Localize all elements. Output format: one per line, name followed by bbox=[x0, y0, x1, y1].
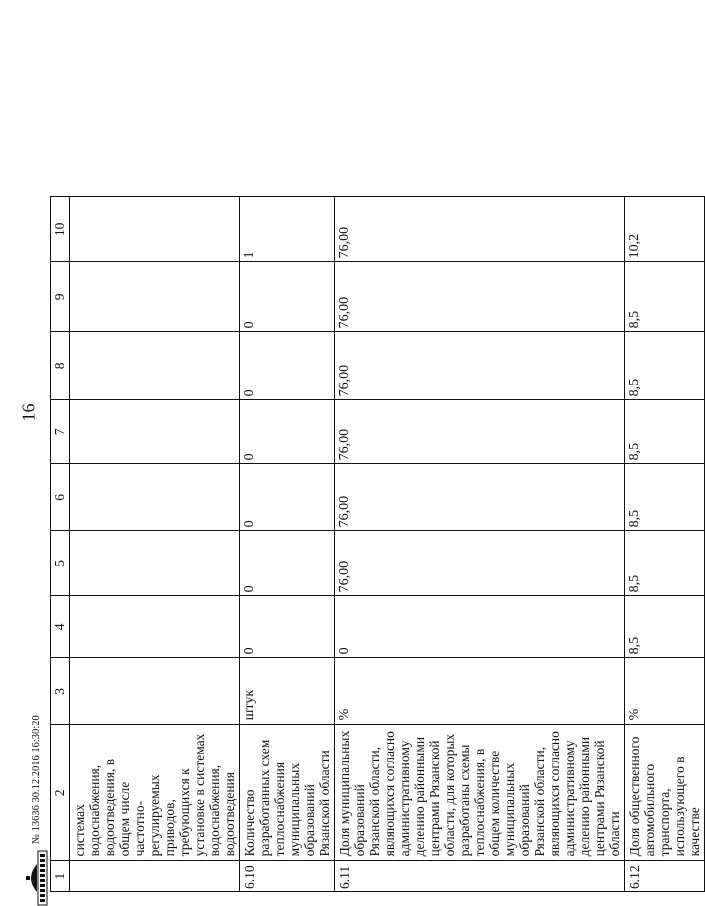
row-value: 76,00 bbox=[335, 531, 625, 596]
header-cell: 10 bbox=[51, 197, 70, 262]
row-value: 8,5 bbox=[625, 531, 705, 596]
header-cell: 6 bbox=[51, 464, 70, 531]
row-value: 76,00 bbox=[335, 464, 625, 531]
header-cell: 2 bbox=[51, 725, 70, 861]
row-value: 0 bbox=[240, 531, 335, 596]
row-value: 8,5 bbox=[625, 332, 705, 400]
row-value bbox=[70, 400, 240, 464]
header-cell: 3 bbox=[51, 658, 70, 725]
row-value: 8,5 bbox=[625, 596, 705, 658]
row-value: 10,2 bbox=[625, 197, 705, 262]
header-row bbox=[51, 197, 70, 892]
row-value: 76,00 bbox=[335, 262, 625, 332]
row-value: 0 bbox=[240, 464, 335, 531]
row-unit: штук bbox=[240, 658, 335, 725]
header-cell: 9 bbox=[51, 262, 70, 332]
row-value: 76,00 bbox=[335, 400, 625, 464]
header-cell: 8 bbox=[51, 332, 70, 400]
indicator-table bbox=[50, 196, 705, 892]
registration-stamp: № 13636 30.12.2016 16:30:20 bbox=[30, 715, 42, 844]
row-id: 6.11 bbox=[335, 861, 625, 892]
row-id: 6.12 bbox=[625, 861, 705, 892]
table-row bbox=[625, 197, 705, 892]
row-value: 0 bbox=[240, 262, 335, 332]
header-cell: 5 bbox=[51, 531, 70, 596]
row-value: 0 bbox=[240, 332, 335, 400]
registration-footer bbox=[22, 606, 50, 906]
row-value: 1 bbox=[240, 197, 335, 262]
page-number: 16 bbox=[18, 403, 39, 422]
row-value bbox=[70, 531, 240, 596]
row-unit bbox=[70, 658, 240, 725]
row-id: 6.10 bbox=[240, 861, 335, 892]
row-value: 76,00 bbox=[335, 197, 625, 262]
header-cell: 4 bbox=[51, 596, 70, 658]
row-unit: % bbox=[625, 658, 705, 725]
table-row bbox=[335, 197, 625, 892]
row-description: системах водоснабжения, водоотведения, в общем числе частотно-регулируемых приводов, требующихся к установке в системах водоснабжения, водоотведения bbox=[70, 725, 240, 861]
rotated-page-content bbox=[50, 40, 702, 892]
row-description: Количество разработанных схем теплоснабжения муниципальных образований Рязанской области bbox=[240, 725, 335, 861]
row-value: 0 bbox=[240, 400, 335, 464]
row-value bbox=[70, 262, 240, 332]
row-value bbox=[70, 197, 240, 262]
row-unit: % bbox=[335, 658, 625, 725]
registry-emblem-icon bbox=[24, 850, 48, 906]
row-id bbox=[70, 861, 240, 892]
row-value bbox=[70, 464, 240, 531]
row-value bbox=[70, 332, 240, 400]
header-cell: 1 bbox=[51, 861, 70, 892]
table-row bbox=[70, 197, 240, 892]
row-value: 8,5 bbox=[625, 400, 705, 464]
table-row bbox=[240, 197, 335, 892]
row-value: 76,00 bbox=[335, 332, 625, 400]
row-description: Доля муниципальных образований Рязанской области, являющихся согласно административному делению районными центрами Рязанской области, для которых разработаны схемы теплоснабжения, в общем количестве муниципальных образований Рязанской области, являющихся согласно административному делению районными центрами Рязанской области bbox=[335, 725, 625, 861]
row-value: 8,5 bbox=[625, 262, 705, 332]
row-value: 0 bbox=[335, 596, 625, 658]
row-value bbox=[70, 596, 240, 658]
header-cell: 7 bbox=[51, 400, 70, 464]
row-value: 8,5 bbox=[625, 464, 705, 531]
row-description: Доля общественного автомобильного транспорта, использующего в качестве bbox=[625, 725, 705, 861]
row-value: 0 bbox=[240, 596, 335, 658]
